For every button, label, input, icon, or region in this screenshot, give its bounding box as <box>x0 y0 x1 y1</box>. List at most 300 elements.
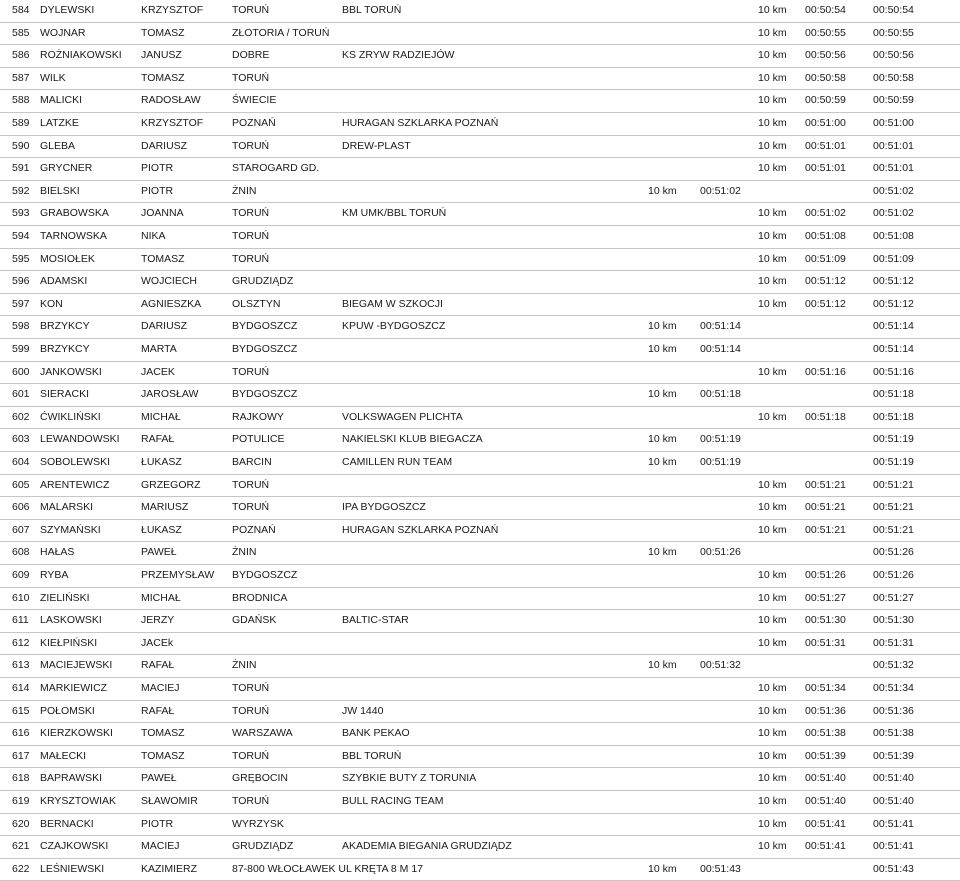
city: TORUŃ <box>232 501 270 514</box>
net-time: 00:51:43 <box>873 862 914 875</box>
gross-time: 00:51:19 <box>700 433 741 446</box>
last-name: WILK <box>40 71 66 84</box>
place-number: 612 <box>12 636 30 649</box>
last-name: ĆWIKLIŃSKI <box>40 410 101 423</box>
distance: 10 km <box>648 659 677 672</box>
last-name: GRABOWSKA <box>40 207 109 220</box>
distance: 10 km <box>758 727 787 740</box>
last-name: TARNOWSKA <box>40 230 107 242</box>
gross-time: 00:51:09 <box>805 252 846 265</box>
last-name: LEWANDOWSKI <box>40 433 120 446</box>
city: BYDGOSZCZ <box>232 388 298 401</box>
first-name: KAZIMIERZ <box>141 862 198 875</box>
place-number: 588 <box>12 94 30 107</box>
net-time: 00:51:12 <box>873 275 914 288</box>
net-time: 00:51:41 <box>873 840 914 853</box>
table-row <box>0 791 960 814</box>
club: BALTIC-STAR <box>342 614 409 627</box>
gross-time: 00:51:18 <box>700 388 741 401</box>
first-name: ŁUKASZ <box>141 523 182 536</box>
last-name: MACIEJEWSKI <box>40 659 113 672</box>
city: TORUŃ <box>232 139 270 152</box>
city: TORUŃ <box>232 230 270 242</box>
net-time: 00:51:18 <box>873 388 914 401</box>
first-name: PAWEŁ <box>141 546 177 559</box>
last-name: MALARSKI <box>40 501 94 514</box>
last-name: SOBOLEWSKI <box>40 456 111 468</box>
last-name: ARENTEWICZ <box>40 478 110 491</box>
place-number: 609 <box>12 569 30 581</box>
last-name: HAŁAS <box>40 546 75 559</box>
last-name: GLEBA <box>40 139 76 152</box>
gross-time: 00:51:41 <box>805 840 846 853</box>
first-name: RAFAŁ <box>141 433 175 446</box>
place-number: 597 <box>12 297 30 310</box>
club: SZYBKIE BUTY Z TORUNIA <box>342 772 477 785</box>
table-row <box>0 588 960 611</box>
net-time: 00:51:16 <box>873 365 914 378</box>
distance: 10 km <box>648 320 677 333</box>
distance: 10 km <box>758 71 787 84</box>
net-time: 00:50:54 <box>873 4 914 16</box>
first-name: JERZY <box>141 614 175 627</box>
place-number: 601 <box>12 388 30 401</box>
gross-time: 00:51:31 <box>805 636 846 649</box>
table-row <box>0 294 960 317</box>
distance: 10 km <box>758 795 787 807</box>
last-name: KRYSZTOWIAK <box>40 795 117 807</box>
net-time: 00:51:21 <box>873 501 914 514</box>
gross-time: 00:51:39 <box>805 749 846 762</box>
table-row <box>0 226 960 249</box>
gross-time: 00:51:43 <box>700 862 741 875</box>
club: VOLKSWAGEN PLICHTA <box>342 410 463 423</box>
first-name: JACEK <box>141 365 175 378</box>
net-time: 00:51:00 <box>873 117 914 129</box>
first-name: JACEk <box>141 636 174 649</box>
table-row <box>0 542 960 565</box>
table-row <box>0 701 960 724</box>
distance: 10 km <box>758 682 787 694</box>
distance: 10 km <box>648 456 677 468</box>
net-time: 00:51:36 <box>873 704 914 717</box>
city: POZNAŃ <box>232 117 276 129</box>
place-number: 606 <box>12 501 30 514</box>
distance: 10 km <box>648 388 677 401</box>
gross-time: 00:50:55 <box>805 26 846 39</box>
last-name: KON <box>40 297 63 310</box>
net-time: 00:51:39 <box>873 749 914 762</box>
table-row <box>0 814 960 837</box>
gross-time: 00:51:27 <box>805 591 846 604</box>
table-row <box>0 45 960 68</box>
last-name: BAPRAWSKI <box>40 772 103 785</box>
place-number: 607 <box>12 523 30 536</box>
first-name: ŁUKASZ <box>141 456 182 468</box>
gross-time: 00:50:59 <box>805 94 846 107</box>
gross-time: 00:51:14 <box>700 320 741 333</box>
last-name: BRZYKCY <box>40 343 90 355</box>
city: TORUŃ <box>232 795 270 807</box>
gross-time: 00:51:40 <box>805 772 846 785</box>
place-number: 608 <box>12 546 30 559</box>
distance: 10 km <box>758 478 787 491</box>
last-name: JANKOWSKI <box>40 365 102 378</box>
net-time: 00:51:12 <box>873 297 914 310</box>
first-name: TOMASZ <box>141 26 185 39</box>
first-name: KRZYSZTOF <box>141 4 204 16</box>
first-name: AGNIESZKA <box>141 297 202 310</box>
net-time: 00:50:58 <box>873 71 914 84</box>
table-row <box>0 633 960 656</box>
distance: 10 km <box>758 162 787 175</box>
table-row <box>0 497 960 520</box>
place-number: 610 <box>12 591 30 604</box>
net-time: 00:51:31 <box>873 636 914 649</box>
city: BYDGOSZCZ <box>232 343 298 355</box>
net-time: 00:51:01 <box>873 139 914 152</box>
distance: 10 km <box>758 230 787 242</box>
gross-time: 00:51:21 <box>805 523 846 536</box>
gross-time: 00:51:26 <box>805 569 846 581</box>
net-time: 00:51:41 <box>873 817 914 830</box>
distance: 10 km <box>648 433 677 446</box>
place-number: 590 <box>12 139 30 152</box>
place-number: 585 <box>12 26 30 39</box>
distance: 10 km <box>758 569 787 581</box>
net-time: 00:50:56 <box>873 49 914 62</box>
table-row <box>0 723 960 746</box>
first-name: PRZEMYSŁAW <box>141 569 215 581</box>
place-number: 622 <box>12 862 30 875</box>
net-time: 00:51:02 <box>873 207 914 220</box>
first-name: TOMASZ <box>141 71 185 84</box>
gross-time: 00:51:21 <box>805 501 846 514</box>
city: POZNAŃ <box>232 523 276 536</box>
club: HURAGAN SZKLARKA POZNAŃ <box>342 117 499 129</box>
last-name: LATZKE <box>40 117 79 129</box>
gross-time: 00:51:41 <box>805 817 846 830</box>
table-row <box>0 316 960 339</box>
city: GRUDZIĄDZ <box>232 275 294 288</box>
club: DREW-PLAST <box>342 139 411 152</box>
net-time: 00:51:26 <box>873 569 914 581</box>
distance: 10 km <box>758 4 787 16</box>
city: WARSZAWA <box>232 727 293 740</box>
table-row <box>0 836 960 859</box>
first-name: MARIUSZ <box>141 501 189 514</box>
net-time: 00:51:19 <box>873 433 914 446</box>
distance: 10 km <box>758 207 787 220</box>
table-row <box>0 768 960 791</box>
table-row <box>0 429 960 452</box>
last-name: SZYMAŃSKI <box>40 523 101 536</box>
first-name: MICHAŁ <box>141 591 181 604</box>
gross-time: 00:51:36 <box>805 704 846 717</box>
table-row <box>0 678 960 701</box>
net-time: 00:51:38 <box>873 727 914 740</box>
place-number: 596 <box>12 275 30 288</box>
net-time: 00:51:30 <box>873 614 914 627</box>
table-row <box>0 136 960 159</box>
first-name: SŁAWOMIR <box>141 795 198 807</box>
gross-time: 00:51:19 <box>700 456 741 468</box>
table-row <box>0 475 960 498</box>
place-number: 613 <box>12 659 30 672</box>
place-number: 619 <box>12 795 30 807</box>
table-row <box>0 181 960 204</box>
first-name: MACIEJ <box>141 682 180 694</box>
distance: 10 km <box>758 636 787 649</box>
place-number: 587 <box>12 71 30 84</box>
table-row <box>0 520 960 543</box>
city: GRĘBOCIN <box>232 772 289 785</box>
table-row <box>0 271 960 294</box>
gross-time: 00:51:18 <box>805 410 846 423</box>
distance: 10 km <box>758 501 787 514</box>
distance: 10 km <box>758 614 787 627</box>
distance: 10 km <box>758 817 787 830</box>
first-name: NIKA <box>141 230 166 242</box>
net-time: 00:51:14 <box>873 343 914 355</box>
city: TORUŃ <box>232 749 270 762</box>
distance: 10 km <box>758 772 787 785</box>
last-name: BIELSKI <box>40 184 80 197</box>
club: NAKIELSKI KLUB BIEGACZA <box>342 433 483 446</box>
table-row <box>0 565 960 588</box>
club: BBL TORUŃ <box>342 4 402 16</box>
last-name: SIERACKI <box>40 388 90 401</box>
table-row <box>0 407 960 430</box>
distance: 10 km <box>758 749 787 762</box>
city: BRODNICA <box>232 591 288 604</box>
net-time: 00:51:02 <box>873 184 914 197</box>
first-name: TOMASZ <box>141 749 185 762</box>
distance: 10 km <box>758 139 787 152</box>
first-name: GRZEGORZ <box>141 478 201 491</box>
last-name: MALICKI <box>40 94 83 107</box>
place-number: 600 <box>12 365 30 378</box>
net-time: 00:51:40 <box>873 772 914 785</box>
gross-time: 00:51:34 <box>805 682 846 694</box>
last-name: KIERZKOWSKI <box>40 727 113 740</box>
net-time: 00:51:27 <box>873 591 914 604</box>
last-name: ROŻNIAKOWSKI <box>40 49 122 62</box>
net-time: 00:51:21 <box>873 523 914 536</box>
club: HURAGAN SZKLARKA POZNAŃ <box>342 523 499 536</box>
last-name: LASKOWSKI <box>40 614 102 627</box>
table-row <box>0 655 960 678</box>
distance: 10 km <box>758 49 787 62</box>
last-name: MOSIOŁEK <box>40 252 95 265</box>
gross-time: 00:51:00 <box>805 117 846 129</box>
place-number: 618 <box>12 772 30 785</box>
distance: 10 km <box>758 297 787 310</box>
table-row <box>0 158 960 181</box>
club: JW 1440 <box>342 704 384 717</box>
last-name: BERNACKI <box>40 817 94 830</box>
first-name: TOMASZ <box>141 252 185 265</box>
last-name: MAŁECKI <box>40 749 87 762</box>
last-name: DYLEWSKI <box>40 4 95 16</box>
net-time: 00:50:59 <box>873 94 914 107</box>
city: TORUŃ <box>232 478 270 491</box>
place-number: 598 <box>12 320 30 333</box>
gross-time: 00:51:26 <box>700 546 741 559</box>
first-name: JOANNA <box>141 207 184 220</box>
first-name: PIOTR <box>141 184 174 197</box>
distance: 10 km <box>758 117 787 129</box>
gross-time: 00:51:01 <box>805 139 846 152</box>
first-name: JANUSZ <box>141 49 182 62</box>
table-row <box>0 113 960 136</box>
gross-time: 00:51:08 <box>805 230 846 242</box>
first-name: JAROSŁAW <box>141 388 199 401</box>
place-number: 589 <box>12 117 30 129</box>
net-time: 00:51:21 <box>873 478 914 491</box>
club: BULL RACING TEAM <box>342 795 444 807</box>
city: BYDGOSZCZ <box>232 320 298 333</box>
first-name: WOJCIECH <box>141 275 197 288</box>
gross-time: 00:51:02 <box>805 207 846 220</box>
city: ŻNIN <box>232 659 257 672</box>
place-number: 611 <box>12 614 29 627</box>
city: BYDGOSZCZ <box>232 569 298 581</box>
club: KM UMK/BBL TORUŃ <box>342 207 447 220</box>
distance: 10 km <box>758 591 787 604</box>
table-row <box>0 203 960 226</box>
last-name: LEŚNIEWSKI <box>40 862 105 875</box>
distance: 10 km <box>758 410 787 423</box>
place-number: 602 <box>12 410 30 423</box>
first-name: TOMASZ <box>141 727 185 740</box>
first-name: DARIUSZ <box>141 139 188 152</box>
city: DOBRE <box>232 49 270 62</box>
city: TORUŃ <box>232 207 270 220</box>
city: ŻNIN <box>232 546 257 559</box>
gross-time: 00:51:14 <box>700 343 741 355</box>
city: POTULICE <box>232 433 285 446</box>
gross-time: 00:50:54 <box>805 4 846 16</box>
gross-time: 00:51:30 <box>805 614 846 627</box>
gross-time: 00:51:02 <box>700 184 741 197</box>
net-time: 00:51:32 <box>873 659 914 672</box>
gross-time: 00:51:12 <box>805 297 846 310</box>
net-time: 00:51:34 <box>873 682 914 694</box>
last-name: BRZYKCY <box>40 320 90 333</box>
gross-time: 00:51:40 <box>805 795 846 807</box>
gross-time: 00:51:16 <box>805 365 846 378</box>
first-name: PIOTR <box>141 162 174 175</box>
table-row <box>0 90 960 113</box>
distance: 10 km <box>648 862 677 875</box>
city: ŻNIN <box>232 184 257 197</box>
distance: 10 km <box>758 26 787 39</box>
place-number: 595 <box>12 252 30 265</box>
club: KPUW -BYDGOSZCZ <box>342 320 446 333</box>
net-time: 00:51:18 <box>873 410 914 423</box>
table-row <box>0 452 960 475</box>
gross-time: 00:51:12 <box>805 275 846 288</box>
net-time: 00:51:08 <box>873 230 914 242</box>
place-number: 586 <box>12 49 30 62</box>
table-row <box>0 23 960 46</box>
net-time: 00:51:01 <box>873 162 914 175</box>
place-number: 593 <box>12 207 30 220</box>
city: ZŁOTORIA / TORUŃ <box>232 26 330 39</box>
club: CAMILLEN RUN TEAM <box>342 456 453 468</box>
table-row <box>0 339 960 362</box>
city: ŚWIECIE <box>232 94 277 107</box>
gross-time: 00:51:32 <box>700 659 741 672</box>
last-name: WOJNAR <box>40 26 86 39</box>
last-name: CZAJKOWSKI <box>40 840 109 853</box>
first-name: RADOSŁAW <box>141 94 201 107</box>
first-name: DARIUSZ <box>141 320 188 333</box>
place-number: 617 <box>12 749 30 762</box>
city: TORUŃ <box>232 682 270 694</box>
first-name: PAWEŁ <box>141 772 177 785</box>
club: BBL TORUŃ <box>342 749 402 762</box>
table-row <box>0 0 960 23</box>
place-number: 615 <box>12 704 30 717</box>
place-number: 599 <box>12 343 30 355</box>
club: IPA BYDGOSZCZ <box>342 501 426 514</box>
city: TORUŃ <box>232 4 270 16</box>
place-number: 621 <box>12 840 30 853</box>
distance: 10 km <box>758 704 787 717</box>
net-time: 00:51:26 <box>873 546 914 559</box>
distance: 10 km <box>758 365 787 378</box>
city: RAJKOWY <box>232 410 284 423</box>
distance: 10 km <box>758 840 787 853</box>
place-number: 614 <box>12 682 30 694</box>
table-row <box>0 610 960 633</box>
club: BANK PEKAO <box>342 727 410 740</box>
gross-time: 00:51:38 <box>805 727 846 740</box>
last-name: ADAMSKI <box>40 275 88 288</box>
city: BARCIN <box>232 456 272 468</box>
gross-time: 00:51:21 <box>805 478 846 491</box>
club: AKADEMIA BIEGANIA GRUDZIĄDZ <box>342 840 512 853</box>
place-number: 603 <box>12 433 30 446</box>
last-name: MARKIEWICZ <box>40 682 108 694</box>
city: 87-800 WŁOCŁAWEK UL KRĘTA 8 M 17 <box>232 862 424 875</box>
city: GDAŃSK <box>232 614 277 627</box>
club: BIEGAM W SZKOCJI <box>342 297 443 310</box>
first-name: PIOTR <box>141 817 174 830</box>
city: TORUŃ <box>232 704 270 717</box>
place-number: 604 <box>12 456 30 468</box>
table-row <box>0 249 960 272</box>
table-row <box>0 746 960 769</box>
city: TORUŃ <box>232 365 270 378</box>
club: KS ZRYW RADZIEJÓW <box>342 49 455 62</box>
gross-time: 00:50:58 <box>805 71 846 84</box>
gross-time: 00:51:01 <box>805 162 846 175</box>
table-row <box>0 859 960 881</box>
place-number: 616 <box>12 727 30 740</box>
city: STAROGARD GD. <box>232 162 320 175</box>
last-name: POŁOMSKI <box>40 704 95 717</box>
city: GRUDZIĄDZ <box>232 840 294 853</box>
place-number: 592 <box>12 184 30 197</box>
gross-time: 00:50:56 <box>805 49 846 62</box>
city: OLSZTYN <box>232 297 281 310</box>
place-number: 584 <box>12 4 30 16</box>
distance: 10 km <box>758 523 787 536</box>
place-number: 591 <box>12 162 30 175</box>
